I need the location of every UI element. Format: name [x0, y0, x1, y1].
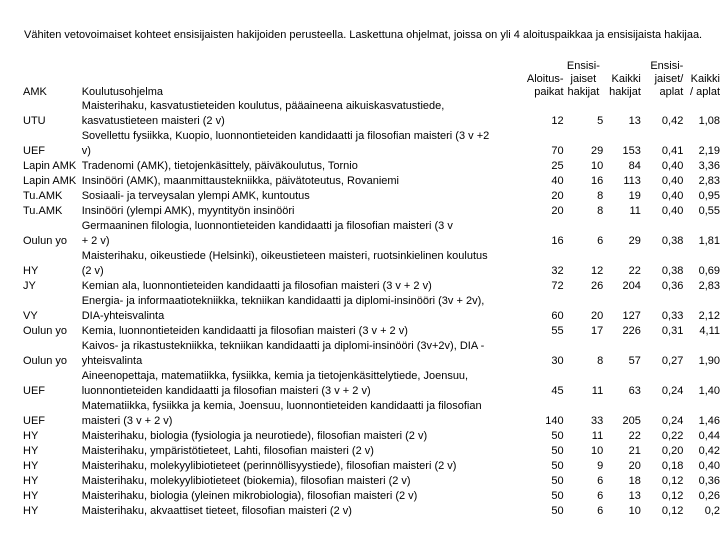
cell-ensisijaiset: 8: [597, 190, 604, 202]
cell-kaikki-aplat: 2,19: [698, 145, 720, 157]
cell-kaikki-aplat: 0,42: [698, 445, 720, 457]
cell-ens-aplat: 0,40: [661, 160, 684, 172]
cell-aloitus: 50: [551, 460, 564, 472]
cell-program: [82, 294, 518, 324]
cell-ensisijaiset: 6: [597, 235, 604, 247]
cell-kaikki-aplat: 0,69: [698, 265, 720, 277]
cell-amk: HY: [23, 505, 39, 517]
cell-ensisijaiset: 11: [591, 385, 604, 397]
table-row: [23, 489, 720, 504]
program-line: Aineenopettaja, matematiikka, fysiikka, kemia ja tietojenkäsittelytiede, Joensuu,: [81, 370, 469, 382]
cell-kaikki: 21: [628, 445, 641, 457]
cell-program: [82, 204, 518, 219]
cell-ensisijaiset: 26: [590, 280, 604, 292]
cell-ensisijaiset: 17: [590, 325, 604, 337]
cell-aloitus: 45: [551, 385, 564, 397]
cell-amk: HY: [23, 430, 39, 442]
cell-kaikki: 13: [628, 490, 641, 502]
header-ensisijaiset: Ensisi- jaiset hakijat: [566, 60, 600, 98]
cell-aloitus: 25: [551, 160, 564, 172]
cell-program: [82, 129, 518, 159]
cell-program: [82, 324, 518, 339]
cell-ens-aplat: 0,27: [661, 355, 684, 367]
program-line: Kaivos- ja rikastustekniikka, tekniikan kandidaatti ja diplomi-insinööri (3v+2v), DIA -: [81, 340, 485, 352]
cell-amk: HY: [23, 460, 39, 472]
cell-aloitus: 16: [551, 235, 564, 247]
cell-ens-aplat: 0,40: [661, 205, 684, 217]
cell-aloitus: 50: [551, 475, 564, 487]
cell-program: [82, 249, 518, 279]
cell-aloitus: 12: [551, 115, 564, 127]
cell-aloitus: 30: [551, 355, 564, 367]
table-row: [23, 324, 720, 339]
cell-aloitus: 50: [551, 505, 564, 517]
cell-program: [82, 474, 518, 489]
cell-program: [82, 429, 518, 444]
cell-ensisijaiset: 10: [590, 445, 604, 457]
cell-ensisijaiset: 11: [591, 430, 604, 442]
cell-aloitus: 60: [551, 310, 564, 322]
cell-ensisijaiset: 20: [590, 310, 604, 322]
cell-program: [82, 444, 518, 459]
cell-kaikki: 13: [628, 115, 641, 127]
cell-program: [82, 339, 518, 369]
program-line: kasvatustieteen maisteri (2 v): [81, 115, 225, 127]
cell-aloitus: 50: [551, 490, 564, 502]
cell-ensisijaiset: 6: [597, 490, 604, 502]
cell-kaikki: 204: [622, 280, 641, 292]
program-line: v): [81, 145, 91, 157]
table-row: [23, 279, 720, 294]
program-line: Maisterihaku, kasvatustieteiden koulutus, pääaineena aikuiskasvatustiede,: [81, 100, 445, 112]
header-amk: AMK: [23, 86, 47, 98]
cell-kaikki-aplat: 2,83: [698, 280, 720, 292]
program-line: Maisterihaku, biologia (fysiologia ja neurotiede), filosofian maisteri (2 v): [81, 430, 428, 442]
table-row: [23, 369, 720, 399]
header-program: Koulutusohjelma: [81, 86, 164, 98]
cell-kaikki: 19: [628, 190, 641, 202]
cell-amk: HY: [23, 265, 39, 277]
program-line: Tradenomi (AMK), tietojenkäsittely, päiväkoulutus, Tornio: [81, 160, 358, 172]
table-row: [23, 294, 720, 324]
cell-amk: HY: [23, 475, 39, 487]
cell-amk: Oulun yo: [23, 325, 68, 337]
cell-amk: JY: [23, 280, 36, 292]
table-row: [23, 189, 720, 204]
cell-program: [82, 369, 518, 399]
cell-amk: Tu.AMK: [23, 190, 63, 202]
program-line: Maisterihaku, biologia (yleinen mikrobiologia), filosofian maisteri (2 v): [81, 490, 418, 502]
header-kaikki-aplat: Kaikki / aplat: [690, 73, 720, 98]
header-aloitus: Aloitus- paikat: [526, 73, 564, 98]
cell-kaikki: 63: [628, 385, 641, 397]
cell-kaikki: 205: [622, 415, 641, 427]
cell-kaikki-aplat: 2,12: [698, 310, 720, 322]
cell-kaikki: 153: [622, 145, 641, 157]
cell-amk: Lapin AMK: [23, 160, 77, 172]
program-line: Kemian ala, luonnontieteiden kandidaatti ja filosofian maisteri (3 v + 2 v): [81, 280, 432, 292]
cell-aloitus: 20: [551, 190, 564, 202]
cell-ensisijaiset: 10: [590, 160, 604, 172]
table-header: [23, 60, 720, 99]
cell-amk: UEF: [23, 145, 45, 157]
cell-program: [82, 99, 518, 129]
cell-kaikki: 20: [628, 460, 641, 472]
cell-kaikki: 113: [623, 175, 641, 187]
cell-ensisijaiset: 6: [597, 475, 604, 487]
cell-kaikki-aplat: 1,40: [698, 385, 720, 397]
cell-ensisijaiset: 29: [590, 145, 604, 157]
cell-kaikki: 57: [628, 355, 641, 367]
cell-amk: UTU: [23, 115, 46, 127]
cell-kaikki-aplat: 3,36: [698, 160, 720, 172]
cell-program: [82, 279, 518, 294]
program-line: luonnontieteiden kandidaatti ja filosofian maisteri (3 v + 2 v): [81, 385, 371, 397]
cell-ensisijaiset: 8: [597, 355, 604, 367]
cell-amk: UEF: [23, 415, 45, 427]
cell-program: [82, 159, 518, 174]
cell-aloitus: 50: [551, 445, 564, 457]
cell-kaikki-aplat: 1,08: [698, 115, 720, 127]
cell-kaikki-aplat: 2,83: [698, 175, 720, 187]
table-row: [23, 474, 720, 489]
cell-program: [82, 189, 518, 204]
table-row: [23, 249, 720, 279]
program-line: Sovellettu fysiikka, Kuopio, luonnontieteiden kandidaatti ja filosofian maisteri (3 v +2: [81, 130, 490, 142]
cell-kaikki: 127: [622, 310, 641, 322]
cell-kaikki-aplat: 0,36: [698, 475, 720, 487]
cell-kaikki: 10: [628, 505, 641, 517]
cell-aloitus: 55: [551, 325, 564, 337]
cell-kaikki: 22: [628, 430, 641, 442]
cell-aloitus: 140: [545, 415, 564, 427]
cell-ens-aplat: 0,38: [661, 235, 684, 247]
table-row: [23, 444, 720, 459]
table-row: [23, 204, 720, 219]
page-title: Vähiten vetovoimaiset kohteet ensisijaisten hakijoiden perusteella. Laskettuna ohjelmat, joissa on yli 4 aloituspaikkaa ja ensisijaista hakijaa.: [24, 29, 703, 41]
program-line: Germaaninen filologia, luonnontieteiden kandidaatti ja filosofian maisteri (3 v: [81, 220, 453, 232]
table-body: [23, 99, 720, 519]
program-line: Energia- ja informaatiotekniikka, tekniikan kandidaatti ja diplomi-insinööri (3v + 2v),: [81, 295, 485, 307]
table-row: [23, 129, 720, 159]
table-row: [23, 429, 720, 444]
cell-aloitus: 50: [551, 430, 564, 442]
program-line: Matematiikka, fysiikka ja kemia, Joensuu, luonnontieteiden kandidaatti ja filosofian: [81, 400, 482, 412]
table-row: [23, 339, 720, 369]
cell-amk: Tu.AMK: [23, 205, 63, 217]
cell-kaikki-aplat: 0,44: [698, 430, 720, 442]
cell-aloitus: 70: [551, 145, 564, 157]
program-line: Kemia, luonnontieteiden kandidaatti ja filosofian maisteri (3 v + 2 v): [81, 325, 408, 337]
cell-ens-aplat: 0,40: [661, 175, 684, 187]
cell-ens-aplat: 0,31: [661, 325, 684, 337]
cell-kaikki: 22: [628, 265, 641, 277]
program-line: (2 v): [81, 265, 104, 277]
program-line: Insinööri (ylempi AMK), myyntityön insinööri: [81, 205, 295, 217]
program-line: Maisterihaku, ympäristötieteet, Lahti, filosofian maisteri (2 v): [81, 445, 374, 457]
cell-aloitus: 72: [551, 280, 564, 292]
cell-kaikki-aplat: 0,40: [698, 460, 720, 472]
program-line: maisteri (3 v + 2 v): [81, 415, 173, 427]
cell-amk: HY: [23, 445, 39, 457]
cell-amk: HY: [23, 490, 39, 502]
cell-amk: Lapin AMK: [23, 175, 77, 187]
cell-ens-aplat: 0,12: [661, 505, 684, 517]
table-row: [23, 399, 720, 429]
cell-amk: Oulun yo: [23, 235, 68, 247]
cell-program: [82, 219, 518, 249]
header-ens-aplat: Ensisi- jaiset/ aplat: [650, 60, 684, 98]
table-row: [23, 459, 720, 474]
cell-kaikki-aplat: 0,2: [704, 505, 720, 517]
cell-ens-aplat: 0,24: [661, 415, 684, 427]
cell-ensisijaiset: 6: [597, 505, 604, 517]
cell-ens-aplat: 0,24: [661, 385, 684, 397]
table-row: [23, 159, 720, 174]
cell-ensisijaiset: 8: [597, 205, 604, 217]
cell-kaikki-aplat: 1,81: [698, 235, 720, 247]
cell-kaikki: 226: [622, 325, 641, 337]
program-line: DIA-yhteisvalinta: [81, 310, 165, 322]
table-row: [23, 99, 720, 129]
cell-ensisijaiset: 9: [597, 460, 604, 472]
cell-program: [82, 504, 518, 519]
program-line: + 2 v): [81, 235, 110, 247]
cell-ens-aplat: 0,12: [661, 475, 684, 487]
cell-kaikki-aplat: 1,46: [698, 415, 720, 427]
program-line: Sosiaali- ja terveysalan ylempi AMK, kuntoutus: [81, 190, 310, 202]
cell-ensisijaiset: 16: [590, 175, 604, 187]
cell-amk: Oulun yo: [23, 355, 68, 367]
program-line: Maisterihaku, molekyylibiotieteet (perinnöllisyystiede), filosofian maisteri (2 v): [81, 460, 457, 472]
program-line: Maisterihaku, oikeustiede (Helsinki), oikeustieteen maisteri, ruotsinkielinen koulutus: [81, 250, 488, 262]
cell-ens-aplat: 0,33: [661, 310, 684, 322]
cell-ens-aplat: 0,36: [661, 280, 684, 292]
data-table: [23, 60, 720, 519]
program-line: Maisterihaku, molekyylibiotieteet (biokemia), filosofian maisteri (2 v): [81, 475, 411, 487]
cell-kaikki-aplat: 4,11: [699, 325, 720, 337]
cell-aloitus: 20: [551, 205, 564, 217]
cell-ensisijaiset: 33: [590, 415, 604, 427]
cell-ens-aplat: 0,12: [661, 490, 684, 502]
cell-amk: UEF: [23, 385, 45, 397]
program-line: yhteisvalinta: [81, 355, 143, 367]
cell-kaikki-aplat: 0,55: [698, 205, 720, 217]
cell-ensisijaiset: 12: [590, 265, 604, 277]
table-row: [23, 174, 720, 189]
cell-ensisijaiset: 5: [597, 115, 604, 127]
cell-ens-aplat: 0,20: [661, 445, 684, 457]
cell-kaikki: 29: [628, 235, 641, 247]
cell-program: [82, 489, 518, 504]
cell-aloitus: 32: [551, 265, 564, 277]
cell-ens-aplat: 0,40: [661, 190, 684, 202]
cell-kaikki: 84: [628, 160, 641, 172]
cell-kaikki: 18: [628, 475, 641, 487]
cell-program: [82, 399, 518, 429]
cell-ens-aplat: 0,41: [661, 145, 684, 157]
cell-ens-aplat: 0,22: [661, 430, 684, 442]
cell-amk: VY: [23, 310, 38, 322]
cell-kaikki-aplat: 1,90: [698, 355, 720, 367]
cell-ens-aplat: 0,38: [661, 265, 684, 277]
cell-aloitus: 40: [551, 175, 564, 187]
cell-kaikki-aplat: 0,26: [698, 490, 720, 502]
cell-kaikki: 11: [629, 205, 641, 217]
program-line: Insinööri (AMK), maanmittaustekniikka, päivätoteutus, Rovaniemi: [81, 175, 399, 187]
cell-kaikki-aplat: 0,95: [698, 190, 720, 202]
cell-program: [82, 174, 518, 189]
cell-ens-aplat: 0,42: [661, 115, 684, 127]
cell-program: [82, 459, 518, 474]
header-kaikki: Kaikki hakijat: [609, 73, 641, 98]
table-row: [23, 504, 720, 519]
table-row: [23, 219, 720, 249]
cell-ens-aplat: 0,18: [661, 460, 684, 472]
program-line: Maisterihaku, akvaattiset tieteet, filosofian maisteri (2 v): [81, 505, 352, 517]
